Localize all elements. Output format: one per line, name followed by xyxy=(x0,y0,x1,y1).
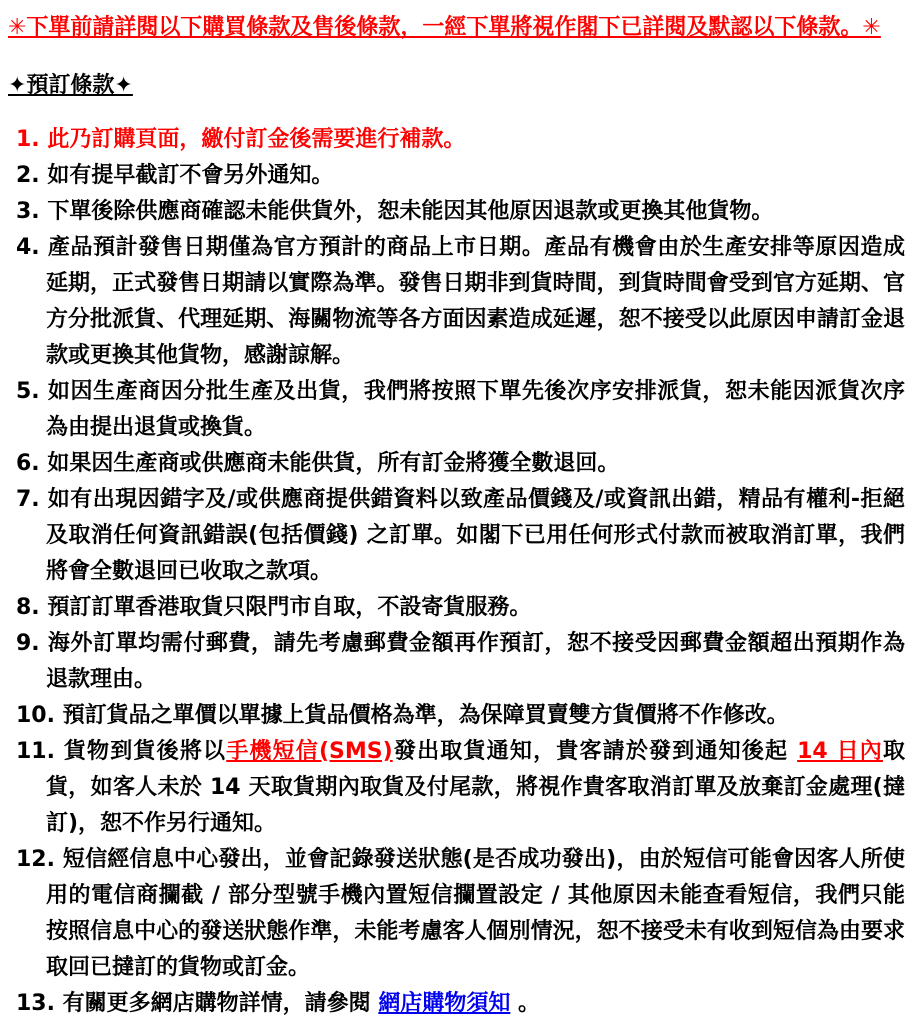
pre-order-terms-title: ✦預訂條款✦ xyxy=(8,73,133,98)
term-text: 貨物到貨後將以 xyxy=(63,739,227,764)
highlighted-term-text: 手機短信(SMS) xyxy=(226,739,393,764)
term-item-9 xyxy=(8,626,905,698)
term-number: 8. xyxy=(16,595,40,620)
term-number: 12. xyxy=(16,847,55,872)
section-title-wrap xyxy=(8,68,905,104)
term-number: 2. xyxy=(16,163,40,188)
term-number: 13. xyxy=(16,991,55,1016)
term-item-3 xyxy=(8,194,905,230)
term-number: 1. xyxy=(16,127,40,152)
term-text: 取貨，如客人未於 14 天取貨期內取貨及付尾款，將視作貴客取消訂單及放棄訂金處理(撻訂)，恕不作另行通知。 xyxy=(46,739,905,836)
term-text: 預訂貨品之單價以單據上貨品價格為準，為保障買賣雙方貨價將不作修改。 xyxy=(62,703,789,728)
term-item-11 xyxy=(8,734,905,842)
term-number: 5. xyxy=(16,379,40,404)
term-number: 10. xyxy=(16,703,55,728)
pre-order-warning-header: ✳下單前請詳閱以下購買條款及售後條款，一經下單將視作閣下已詳閱及默認以下條款。✳ xyxy=(8,15,881,40)
term-number: 9. xyxy=(16,631,40,656)
term-text: 預訂訂單香港取貨只限門市自取，不設寄貨服務。 xyxy=(47,595,532,620)
term-text: 有關更多網店購物詳情，請參閱 xyxy=(62,991,379,1016)
term-item-7 xyxy=(8,482,905,590)
term-text: 如有出現因錯字及/或供應商提供錯資料以致產品價錢及/或資訊出錯，精品有權利-拒絕及取消任何資訊錯誤(包括價錢) 之訂單。如閣下已用任何形式付款而被取消訂單，我們將會全數退回已收取之款項。 xyxy=(46,487,905,584)
term-number: 11. xyxy=(16,739,55,764)
term-item-1 xyxy=(8,122,905,158)
term-text: 如有提早截訂不會另外通知。 xyxy=(47,163,334,188)
highlighted-term-text: 14 日內 xyxy=(797,739,883,764)
term-item-8 xyxy=(8,590,905,626)
term-item-5 xyxy=(8,374,905,446)
term-number: 3. xyxy=(16,199,40,224)
term-text: 短信經信息中心發出，並會記錄發送狀態(是否成功發出)，由於短信可能會因客人所使用的電信商攔截 / 部分型號手機內置短信攔置設定 / 其他原因未能查看短信，我們只能按照信息中心的發送狀態作準，未能考慮客人個別情況，恕不接受未有收到短信為由要求取回已撻訂的貨物或訂金。 xyxy=(46,847,905,980)
term-text: 產品預計發售日期僅為官方預計的商品上市日期。產品有機會由於生產安排等原因造成延期，正式發售日期請以實際為準。發售日期非到貨時間，到貨時間會受到官方延期、官方分批派貨、代理延期、海關物流等各方面因素造成延遲，恕不接受以此原因申請訂金退款或更換其他貨物，感謝諒解。 xyxy=(46,235,905,368)
term-text: 。 xyxy=(510,991,541,1016)
term-item-6 xyxy=(8,446,905,482)
term-number: 7. xyxy=(16,487,40,512)
term-text: 發出取貨通知，貴客請於發到通知後起 xyxy=(392,739,798,764)
term-number: 4. xyxy=(16,235,40,260)
term-text: 如因生產商因分批生產及出貨，我們將按照下單先後次序安排派貨，恕未能因派貨次序為由提出退貨或換貨。 xyxy=(46,379,905,440)
term-number: 6. xyxy=(16,451,40,476)
term-item-2 xyxy=(8,158,905,194)
term-text: 海外訂單均需付郵費，請先考慮郵費金額再作預訂，恕不接受因郵費金額超出預期作為退款理由。 xyxy=(46,631,905,692)
term-text: 下單後除供應商確認未能供貨外，恕未能因其他原因退款或更換其他貨物。 xyxy=(47,199,774,224)
term-text: 如果因生產商或供應商未能供貨，所有訂金將獲全數退回。 xyxy=(47,451,620,476)
terms-list xyxy=(8,122,905,1022)
term-item-12 xyxy=(8,842,905,986)
store-shopping-notice-link[interactable]: 網店購物須知 xyxy=(378,991,511,1016)
term-text: 此乃訂購頁面，繳付訂金後需要進行補款。 xyxy=(47,127,466,152)
term-item-13 xyxy=(8,986,905,1022)
term-item-4 xyxy=(8,230,905,374)
term-item-10 xyxy=(8,698,905,734)
